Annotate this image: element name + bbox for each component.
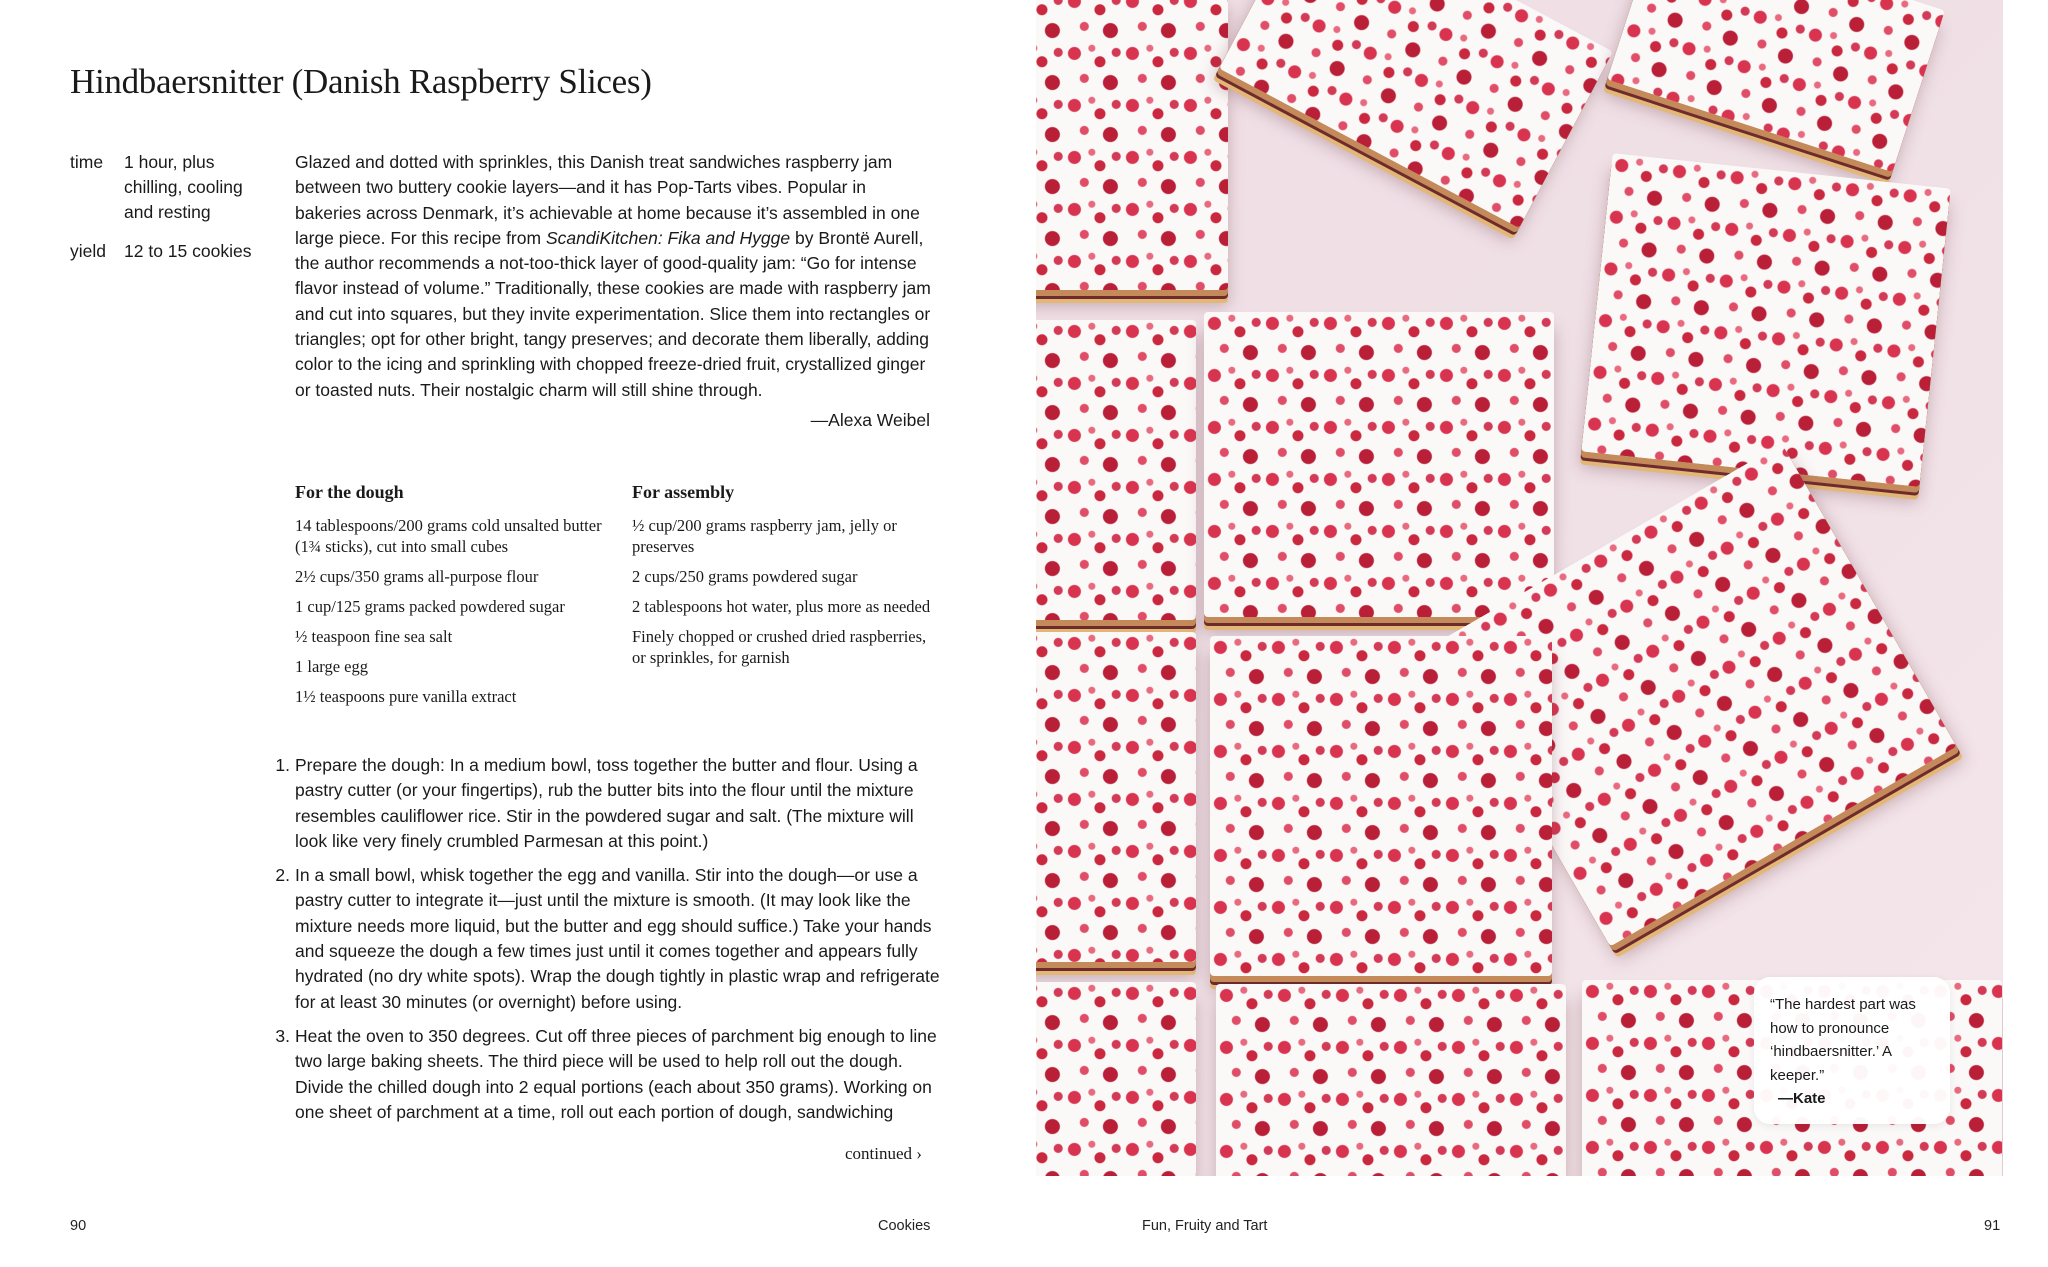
section-name-left: Cookies xyxy=(878,1218,931,1234)
ingredient-item: ½ teaspoon fine sea salt xyxy=(295,627,453,646)
recipe-title: Hindbaersnitter (Danish Raspberry Slices) xyxy=(70,62,652,101)
page-number-right: 91 xyxy=(1984,1218,2001,1234)
yield-value: 12 to 15 cookies xyxy=(124,241,252,261)
ingredient-item: 1 large egg xyxy=(295,657,369,676)
yield-label: yield xyxy=(70,241,106,261)
headnote-text-2: by Brontë Aurell, the author recommends a not-too-thick layer of good-quality jam: “Go for intense flavor instead of volume.” Traditionally, these cookies are made with raspberry jam and cut into squares, but they invite experimentation. Slice them into rectangles or triangles; opt for other bright, tangy preserves; and decorate them liberally, adding color to the icing and sprinkling with chopped freeze-dried fruit, crystallized ginger or toasted nuts. Their nostalgic charm will still shine through. xyxy=(295,227,931,400)
raspberry-slice xyxy=(1036,0,1228,290)
continued-link: continued › xyxy=(845,1144,922,1163)
step-number: 3. xyxy=(275,1025,290,1046)
section-name-right: Fun, Fruity and Tart xyxy=(1142,1218,1268,1234)
raspberry-slice xyxy=(1036,632,1196,962)
step-text: Prepare the dough: In a medium bowl, toss together the butter and flour. Using a pastry cutter (or your fingertips), rub the butter bits into the flour until the mixture resembles cauliflower rice. Stir in the powdered sugar and salt. (The mixture will look like very finely crumbled Parmesan at this point.) xyxy=(295,755,918,851)
raspberry-slice xyxy=(1607,0,1945,172)
ingredient-item: 2 tablespoons hot water, plus more as needed xyxy=(632,597,931,616)
raspberry-slice xyxy=(1036,982,1196,1176)
dough-ingredients xyxy=(295,482,605,716)
book-title: ScandiKitchen: Fika and Hygge xyxy=(545,227,791,248)
headnote-text-1: Glazed and dotted with sprinkles, this Danish treat sandwiches raspberry jam between two buttery cookie layers—and it has Pop-Tarts vibes. Popular in bakeries across Denmark, it’s achievable at home because it’s assembled in one large piece. For this recipe from xyxy=(295,152,920,248)
raspberry-slice xyxy=(1219,0,1613,228)
headnote-byline: —Alexa Weibel xyxy=(810,410,930,430)
recipe-steps xyxy=(262,753,942,1134)
reader-quote-author: —Kate xyxy=(1778,1090,1826,1107)
assembly-ingredients xyxy=(632,482,942,677)
page-number-left: 90 xyxy=(70,1218,87,1234)
ingredient-item: 2½ cups/350 grams all-purpose flour xyxy=(295,567,539,586)
assembly-heading: For assembly xyxy=(632,482,735,502)
dough-heading: For the dough xyxy=(295,482,404,502)
ingredient-item: Finely chopped or crushed dried raspberries, or sprinkles, for garnish xyxy=(632,627,927,667)
step-text: Heat the oven to 350 degrees. Cut off three pieces of parchment big enough to line two large baking sheets. The third piece will be used to help roll out the dough. Divide the chilled dough into 2 equal portions (each about 350 grams). Working on one sheet of parchment at a time, roll out each portion of dough, sandwiching xyxy=(295,1025,937,1122)
step-number: 2. xyxy=(275,865,290,886)
time-label: time xyxy=(70,152,104,172)
step-item xyxy=(262,1024,942,1125)
reader-quote-text: “The hardest part was how to pronounce ‘hindbaersnitter.’ A keeper.” xyxy=(1770,996,1916,1084)
headnote xyxy=(295,150,935,403)
step-item xyxy=(262,863,942,1015)
raspberry-slice xyxy=(1210,636,1552,976)
raspberry-slice xyxy=(1216,984,1566,1176)
step-item xyxy=(262,753,942,854)
ingredient-item: 1½ teaspoons pure vanilla extract xyxy=(295,687,517,706)
ingredient-item: ½ cup/200 grams raspberry jam, jelly or preserves xyxy=(632,516,897,556)
ingredient-item: 14 tablespoons/200 grams cold unsalted butter (1¾ sticks), cut into small cubes xyxy=(295,516,602,556)
ingredient-item: 2 cups/250 grams powdered sugar xyxy=(632,567,858,586)
raspberry-slice xyxy=(1581,153,1950,487)
raspberry-slice xyxy=(1036,320,1196,620)
reader-quote-card xyxy=(1754,977,1950,1124)
step-number: 1. xyxy=(275,755,290,775)
step-text: In a small bowl, whisk together the egg and vanilla. Stir into the dough—or use a pastry cutter to integrate it—just until the mixture is smooth. (It may look like the mixture needs more liquid, but the butter and egg should suffice.) Take your hands and squeeze the dough a few times just until it comes together and appears fully hydrated (no dry white spots). Wrap the dough tightly in plastic wrap and refrigerate for at least 30 minutes (or overnight) before using. xyxy=(295,865,940,1012)
time-value: 1 hour, plus chilling, cooling and resting xyxy=(124,152,243,222)
ingredient-item: 1 cup/125 grams packed powdered sugar xyxy=(295,597,565,616)
raspberry-slice xyxy=(1204,312,1554,617)
